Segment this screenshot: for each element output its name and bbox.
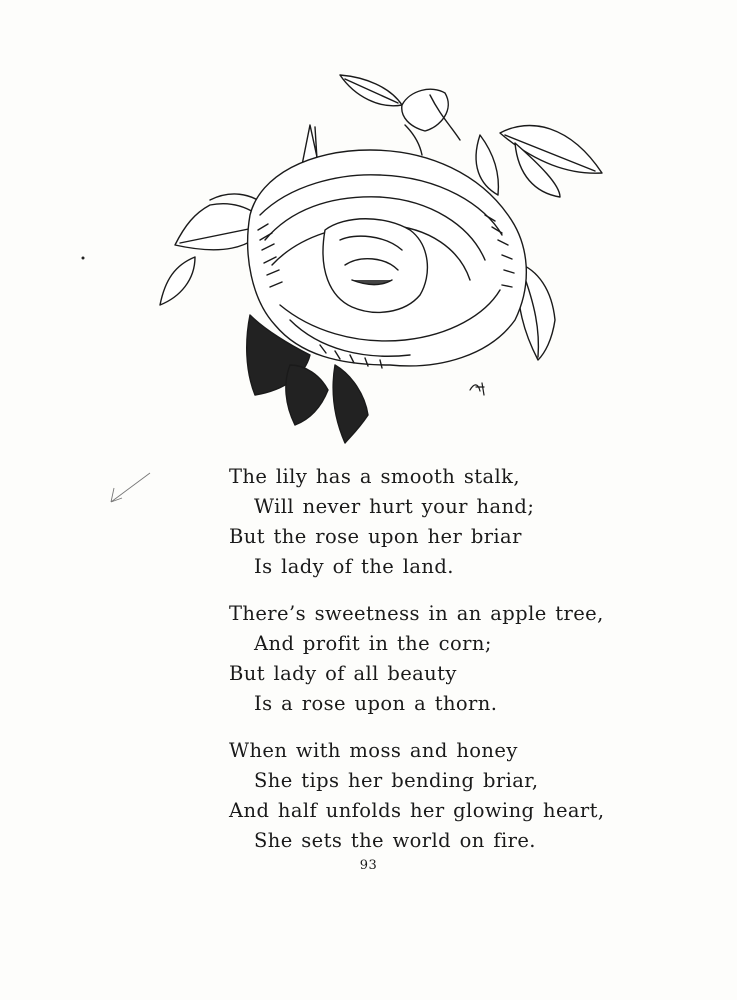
- page-number: 93: [359, 858, 378, 873]
- poem-line: She sets the world on fire.: [254, 829, 536, 852]
- stanza-2: [229, 599, 629, 719]
- stanza-3: [229, 736, 629, 856]
- poem-line: Is a rose upon a thorn.: [254, 692, 498, 715]
- poem-line: Is lady of the land.: [254, 555, 454, 578]
- rose-illustration: [140, 65, 620, 455]
- poem-line: She tips her bending briar,: [254, 769, 539, 792]
- poem-line: When with moss and honey: [229, 739, 518, 762]
- ink-speck: [80, 255, 86, 261]
- poem-line: But lady of all beauty: [229, 662, 457, 685]
- poem-line: And profit in the corn;: [254, 632, 492, 655]
- poem-line: The lily has a smooth stalk,: [229, 465, 520, 488]
- poem-line: Will never hurt your hand;: [254, 495, 535, 518]
- poem: [229, 462, 629, 873]
- poem-line: And half unfolds her glowing heart,: [229, 799, 605, 822]
- pencil-mark: [108, 470, 153, 505]
- poem-line: There’s sweetness in an apple tree,: [229, 602, 604, 625]
- poem-line: But the rose upon her briar: [229, 525, 522, 548]
- stanza-1: [229, 462, 629, 582]
